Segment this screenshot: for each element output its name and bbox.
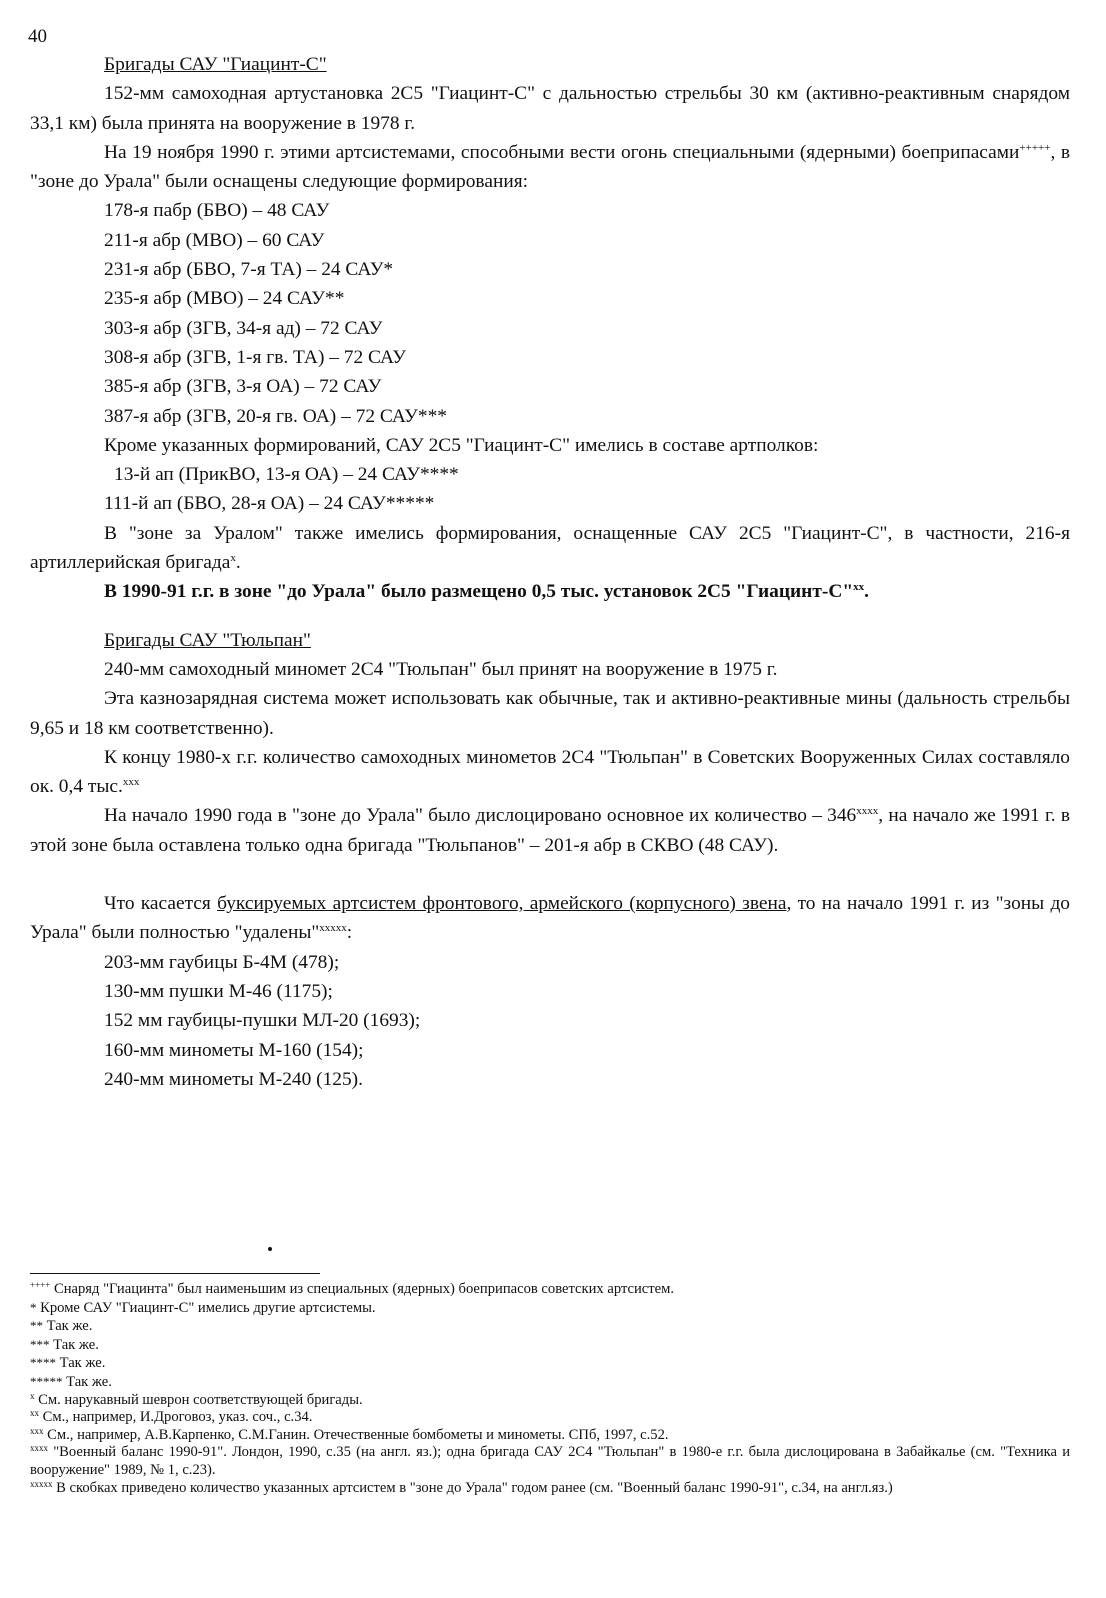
footnote: ** Так же.	[30, 1318, 93, 1335]
unit-line: 303-я абр (ЗГВ, 34-я ад) – 72 САУ	[104, 317, 383, 339]
unit-line: 178-я пабр (БВО) – 48 САУ	[104, 200, 330, 222]
footnote-ref: +++++	[1019, 141, 1051, 154]
unit-line: 308-я абр (ЗГВ, 1-я гв. ТА) – 72 САУ	[104, 346, 407, 368]
page-number: 40	[28, 26, 47, 47]
footnote: ++++ Снаряд "Гиацинта" был наименьшим из специальных (ядерных) боеприпасов советских артсистем.	[30, 1280, 675, 1297]
spacer	[30, 860, 1070, 889]
paragraph: Эта казнозарядная система может использовать как обычные, так и активно-реактивные мины (дальность стрельбы 9,65 и 18 км соответственно).	[30, 688, 1070, 739]
footnote: $^{xxxxx}$ В скобках приведено количество указанных артсистем в "зоне до Урала" годом ранее (см. "Военный баланс 1990-91", с.34, на англ.яз.)	[30, 1478, 893, 1496]
footnote-ref: x	[230, 552, 236, 565]
paragraph: В "зоне за Уралом" также имелись формирования, оснащенные САУ 2С5 "Гиацинт-С", в частности, 216-я артиллерийская бригада$^x$.	[30, 522, 1070, 574]
unit-line: 385-я абр (ЗГВ, 3-я ОА) – 72 САУ	[104, 376, 382, 398]
regiment-line: 111-й ап (БВО, 28-я ОА) – 24 САУ*****	[104, 493, 435, 515]
footnote-ref: xxxxx	[319, 922, 347, 935]
artillery-item: 152 мм гаубицы-пушки МЛ-20 (1693);	[104, 1010, 421, 1032]
section-heading-tyulpan: Бригады САУ "Тюльпан"	[104, 629, 311, 651]
footnote: $^x$ См. нарукавный шеврон соответствующей бригады.	[30, 1390, 363, 1408]
artillery-item: 130-мм пушки М-46 (1175);	[104, 980, 333, 1002]
paragraph: 152-мм самоходная артустановка 2С5 "Гиацинт-С" с дальностью стрельбы 30 км (активно-реактивным снарядом 33,1 км) была принята на вооружение в 1978 г.	[30, 83, 1070, 134]
stray-dot	[268, 1247, 272, 1251]
footnote-separator	[30, 1273, 320, 1274]
section-heading-giatsint: Бригады САУ "Гиацинт-С"	[104, 54, 327, 75]
footnote-ref: xxx	[122, 776, 140, 789]
footnote: $^{xx}$ См., например, И.Дроговоз, указ. соч., с.34.	[30, 1408, 313, 1426]
footnote: **** Так же.	[30, 1355, 106, 1372]
regiments-intro: Кроме указанных формирований, САУ 2С5 "Гиацинт-С" имелись в составе артполков:	[104, 434, 819, 456]
unit-line: 231-я абр (БВО, 7-я ТА) – 24 САУ*	[104, 259, 394, 281]
underlined-phrase: буксируемых артсистем фронтового, армейского (корпусного) звена	[217, 893, 787, 915]
main-text	[30, 50, 1070, 1094]
footnote: * Кроме САУ "Гиацинт-С" имелись другие артсистемы.	[30, 1299, 376, 1316]
unit-line: 211-я абр (МВО) – 60 САУ	[104, 229, 325, 251]
footnote: ***** Так же.	[30, 1373, 112, 1390]
footnote: $^{xxx}$ См., например, А.В.Карпенко, С.М.Ганин. Отечественные бомбометы и минометы. СПб, 1997, с.52.	[30, 1425, 669, 1443]
unit-line: 235-я абр (МВО) – 24 САУ**	[104, 288, 345, 310]
paragraph: Что касается буксируемых артсистем фронтового, армейского (корпусного) звена, то на начало 1991 г. из "зоны до Урала" были полностью "удалены"$^{xxxxx}$:	[30, 893, 1071, 944]
regiment-line: 13-й ап (ПрикВО, 13-я ОА) – 24 САУ****	[114, 464, 459, 486]
footnotes	[30, 1281, 1070, 1497]
paragraph: На 19 ноября 1990 г. этими артсистемами, способными вести огонь специальными (ядерными) боеприпасами+++++, в "зоне до Урала" были оснащены следующие формирования:	[30, 141, 1070, 193]
artillery-item: 203-мм гаубицы Б-4М (478);	[104, 951, 340, 973]
spacer	[30, 607, 1070, 626]
paragraph-bold: В 1990-91 г.г. в зоне "до Урала" было размещено 0,5 тыс. установок 2С5 "Гиацинт-С"$^{xx}$.	[104, 581, 869, 603]
paragraph: К концу 1980-х г.г. количество самоходных минометов 2С4 "Тюльпан" в Советских Вооруженных Силах составляло ок. 0,4 тыс.$^{xxx}$	[30, 746, 1070, 798]
footnote-ref: xxxx	[856, 805, 879, 818]
paragraph: 240-мм самоходный миномет 2С4 "Тюльпан" был принят на вооружение в 1975 г.	[104, 658, 778, 680]
paragraph: На начало 1990 года в "зоне до Урала" было дислоцировано основное их количество – 346$^{xxxx}$, на начало же 1991 г. в этой зоне была оставлена только одна бригада "Тюльпанов" – 201-я абр в СКВО (48 САУ).	[30, 805, 1070, 856]
unit-line: 387-я абр (ЗГВ, 20-я гв. ОА) – 72 САУ***	[104, 405, 447, 427]
artillery-item: 160-мм минометы М-160 (154);	[104, 1039, 364, 1061]
artillery-item: 240-мм минометы М-240 (125).	[104, 1068, 363, 1090]
footnote: $^{xxxx}$ "Военный баланс 1990-91". Лондон, 1990, с.35 (на англ. яз.); одна бригада САУ 2С4 "Тюльпан" в 1980-е г.г. была дислоцирована в Забайкалье (см. "Техника и вооружение" 1989, № 1, с.23).	[30, 1443, 1070, 1478]
footnote-ref: xx	[853, 581, 865, 594]
footnote: *** Так же.	[30, 1336, 99, 1353]
